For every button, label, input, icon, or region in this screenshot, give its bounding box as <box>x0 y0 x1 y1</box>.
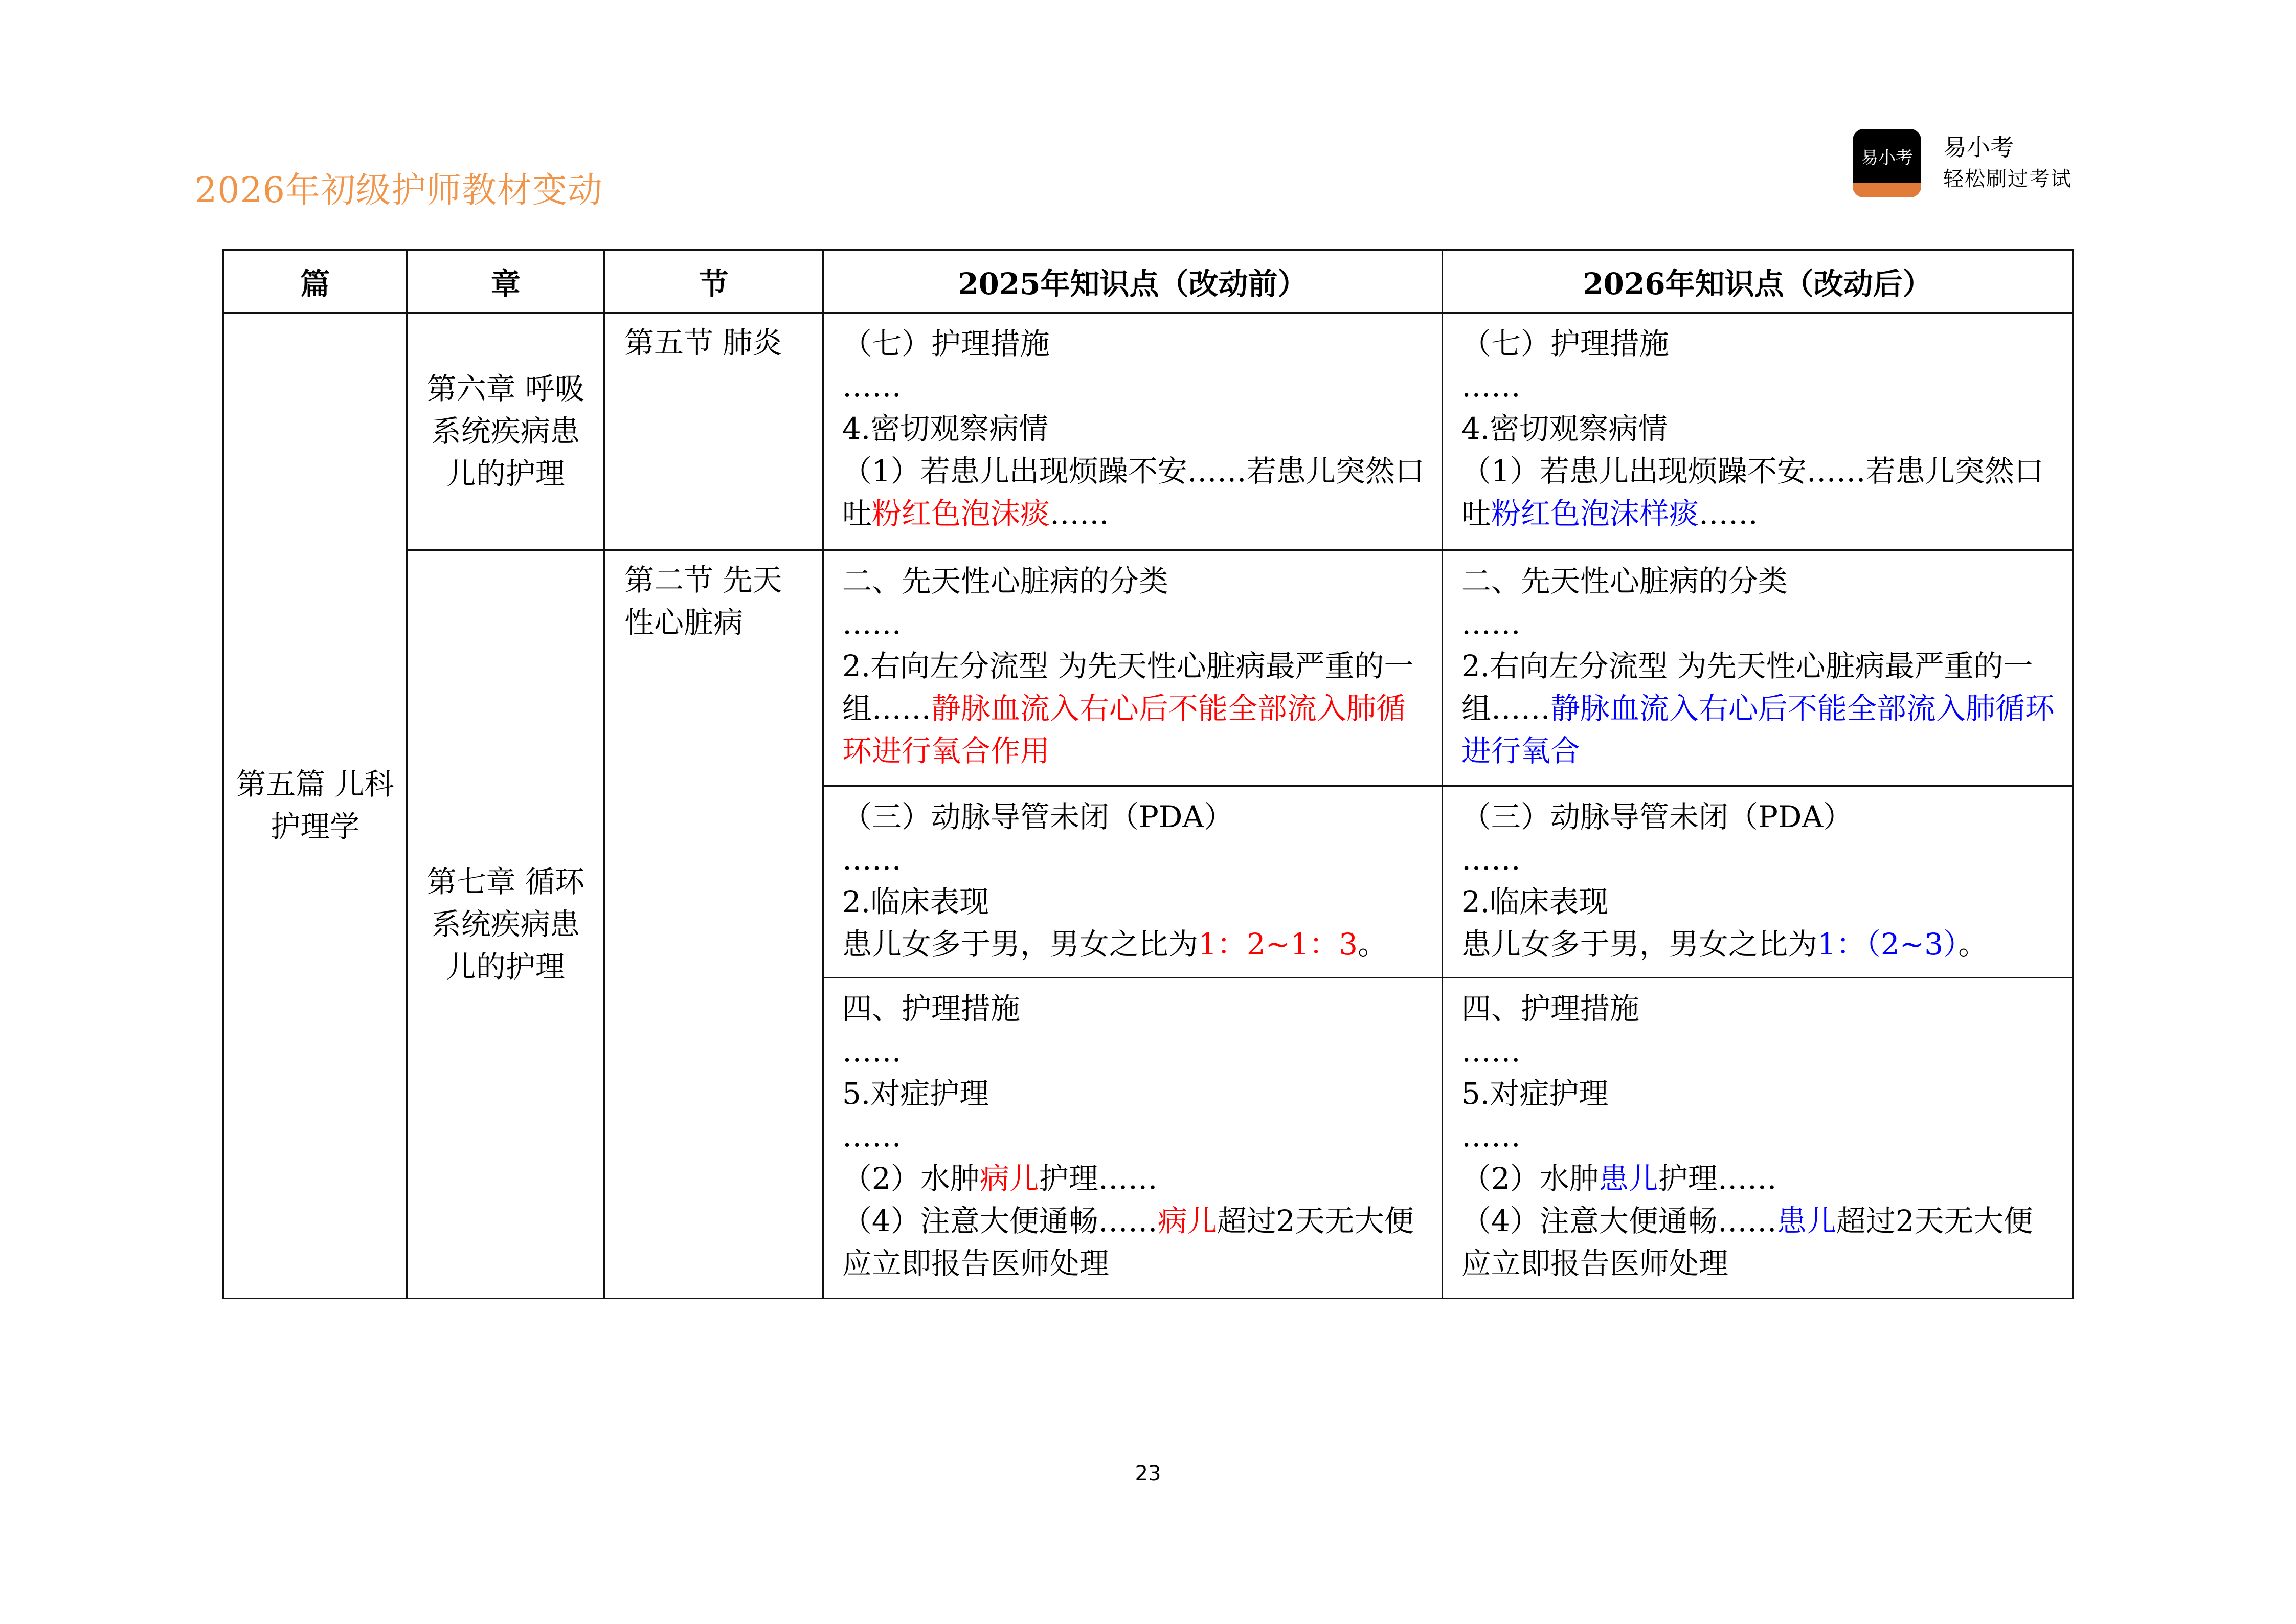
text-line: 5.对症护理 <box>842 1076 989 1111</box>
text-line <box>842 450 1426 535</box>
text-span: 超过2天无大便应立即报告医师处理 <box>1461 1204 2033 1281</box>
text-line: 2.临床表现 <box>1461 884 1609 919</box>
text-line <box>1461 450 2057 535</box>
added-text: 1：（2~3） <box>1817 927 1959 962</box>
text-span: 。 <box>1358 927 1388 962</box>
removed-text: 1：2~1：3 <box>1198 927 1358 962</box>
removed-text: 粉红色泡沫痰 <box>871 496 1050 531</box>
page-title: 2026年初级护师教材变动 <box>195 170 603 211</box>
table-header-row <box>223 250 2073 313</box>
table-row <box>223 313 2073 550</box>
text-line: …… <box>1461 369 1521 404</box>
text-line: …… <box>1461 1034 1521 1069</box>
text-line <box>842 645 1426 772</box>
text-line: 2.临床表现 <box>842 884 989 919</box>
text-span: …… <box>1049 496 1109 531</box>
text-line: 4.密切观察病情 <box>842 411 1049 446</box>
header-before: 2025年知识点（改动前） <box>823 250 1442 313</box>
text-span: 护理…… <box>1039 1161 1158 1196</box>
text-span: 。 <box>1958 927 1988 962</box>
text-line: …… <box>842 842 902 877</box>
page-number: 23 <box>1135 1462 1161 1485</box>
text-line: 二、先天性心脏病的分类 <box>1461 564 1788 598</box>
text-line: …… <box>842 369 902 404</box>
text-line: （七）护理措施 <box>842 326 1050 361</box>
after-cell <box>1442 978 2073 1299</box>
section-cell: 第二节 先天性心脏病 <box>604 550 823 1299</box>
text-line: 5.对症护理 <box>1461 1076 1609 1111</box>
text-line: 二、先天性心脏病的分类 <box>842 564 1168 598</box>
text-line: …… <box>1461 606 1521 641</box>
text-line: （三）动脉导管未闭（PDA） <box>1461 799 1853 834</box>
header-after: 2026年知识点（改动后） <box>1442 250 2073 313</box>
text-span: 2.右向左分流型 为先天性心脏病最严重的一组…… <box>1461 649 2033 726</box>
text-line: …… <box>842 606 902 641</box>
logo-accent-bar <box>1853 183 1921 197</box>
brand-name: 易小考 <box>1943 134 2014 161</box>
before-cell <box>823 786 1442 978</box>
text-span: 2.右向左分流型 为先天性心脏病最严重的一组…… <box>842 649 1414 726</box>
text-line: 四、护理措施 <box>1461 991 1639 1026</box>
chapter-cell: 第六章 呼吸系统疾病患儿的护理 <box>407 313 604 550</box>
text-span: （1）若患儿出现烦躁不安……若患儿突然口吐 <box>842 454 1425 531</box>
text-span: （4）注意大便通畅…… <box>842 1204 1158 1238</box>
text-line <box>1461 923 2057 966</box>
text-line <box>1461 1158 2057 1200</box>
text-line: （三）动脉导管未闭（PDA） <box>842 799 1234 834</box>
brand-logo <box>1853 129 1921 197</box>
text-line <box>842 1158 1426 1200</box>
text-line: 4.密切观察病情 <box>1461 411 1668 446</box>
text-line <box>1461 1200 2057 1285</box>
added-text: 粉红色泡沫样痰 <box>1491 496 1699 531</box>
after-cell <box>1442 786 2073 978</box>
text-line <box>1461 645 2057 772</box>
chapter-cell: 第七章 循环系统疾病患儿的护理 <box>407 550 604 1299</box>
table-row <box>223 550 2073 786</box>
changes-table <box>222 249 2074 1299</box>
removed-text: 病儿 <box>1157 1204 1217 1238</box>
text-line: …… <box>842 1119 902 1153</box>
header-jie: 节 <box>604 250 823 313</box>
text-span: （2）水肿 <box>1461 1161 1599 1196</box>
brand-slogan: 轻松刷过考试 <box>1943 167 2072 191</box>
text-line: …… <box>1461 842 1521 877</box>
text-span: 护理…… <box>1658 1161 1777 1196</box>
added-text: 患儿 <box>1776 1204 1836 1238</box>
text-span: 患儿女多于男，男女之比为 <box>1461 927 1817 962</box>
section-cell: 第五节 肺炎 <box>604 313 823 550</box>
header-zhang: 章 <box>407 250 604 313</box>
removed-text: 病儿 <box>979 1161 1039 1196</box>
brand-block <box>1943 132 2072 193</box>
text-span: （2）水肿 <box>842 1161 980 1196</box>
header-pian: 篇 <box>223 250 407 313</box>
text-line: 四、护理措施 <box>842 991 1020 1026</box>
after-cell <box>1442 550 2073 786</box>
logo-text: 易小考 <box>1861 148 1913 168</box>
text-line: …… <box>842 1034 902 1069</box>
before-cell <box>823 313 1442 550</box>
text-span: （4）注意大便通畅…… <box>1461 1204 1777 1238</box>
text-span: 患儿女多于男，男女之比为 <box>842 927 1198 962</box>
added-text: 患儿 <box>1599 1161 1658 1196</box>
text-line: …… <box>1461 1119 1521 1153</box>
pian-cell: 第五篇 儿科护理学 <box>223 313 407 1299</box>
text-line <box>842 923 1426 966</box>
before-cell <box>823 550 1442 786</box>
text-line <box>842 1200 1426 1285</box>
text-span: …… <box>1698 496 1758 531</box>
added-text: 静脉血流入右心后不能全部流入肺循环进行氧合 <box>1461 691 2055 768</box>
text-line: （七）护理措施 <box>1461 326 1669 361</box>
before-cell <box>823 978 1442 1299</box>
removed-text: 静脉血流入右心后不能全部流入肺循环进行氧合作用 <box>842 691 1406 768</box>
text-span: （1）若患儿出现烦躁不安……若患儿突然口吐 <box>1461 454 2044 531</box>
after-cell <box>1442 313 2073 550</box>
text-span: 超过2天无大便应立即报告医师处理 <box>842 1204 1414 1281</box>
